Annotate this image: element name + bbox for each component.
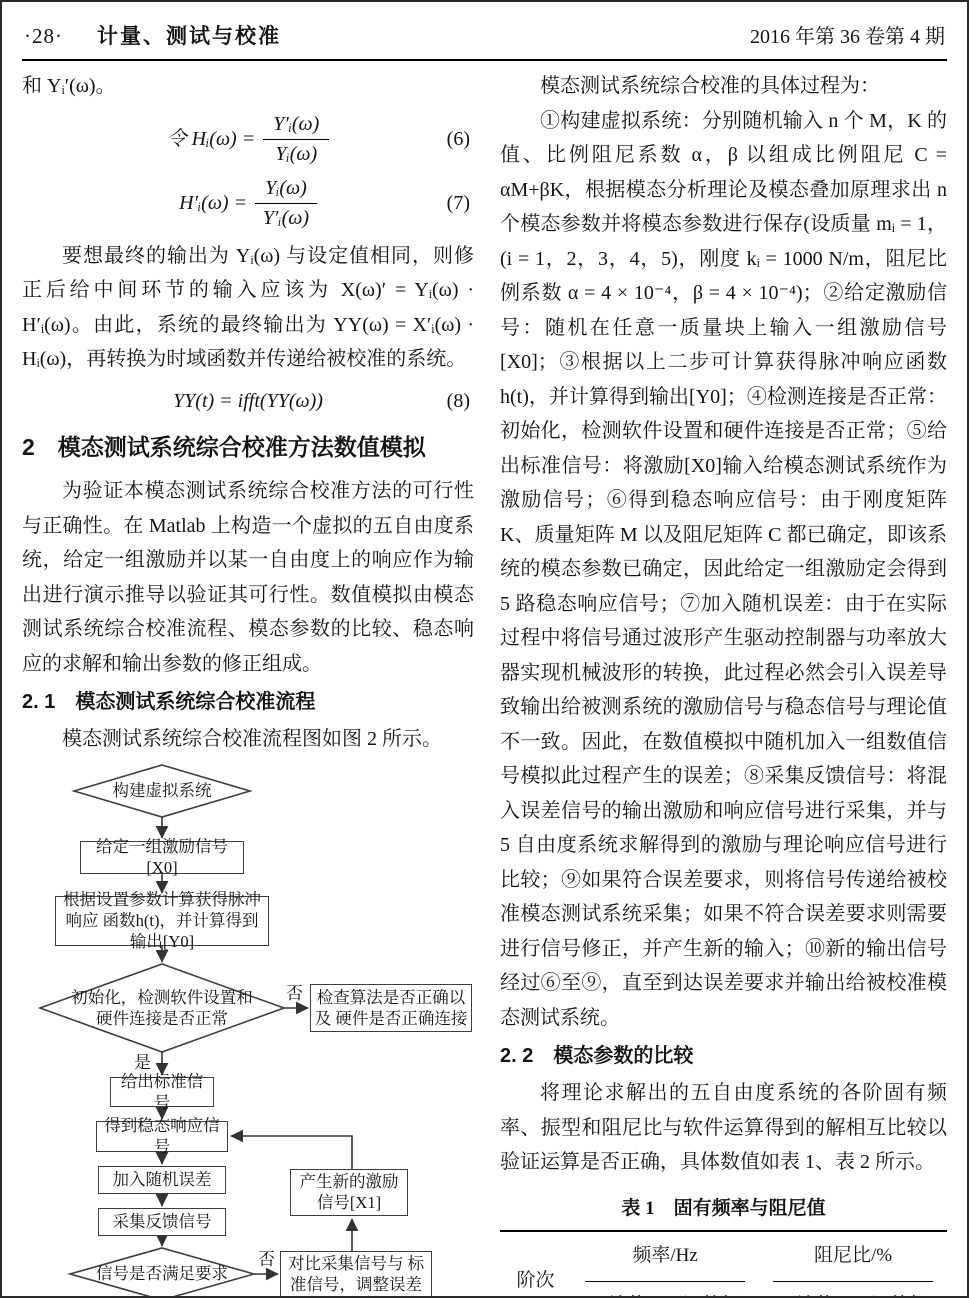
table-header-damping xyxy=(759,1231,947,1282)
equation-8 xyxy=(22,384,474,419)
equation-6-denominator: Yᵢ(ω) xyxy=(275,142,318,165)
table-header-frequency-label: 频率/Hz xyxy=(585,1239,745,1282)
journal-section-title: 计量、测试与校准 xyxy=(97,25,281,48)
table-header-frequency xyxy=(571,1231,759,1282)
equation-6-numerator: Y′ᵢ(ω) xyxy=(263,111,329,140)
procedure-steps: ①构建虚拟系统：分别随机输入 n 个 M，K 的值、比例阻尼系数 α，β 以组成比例阻尼 C = αM+βK，根据模态分析理论及模态叠加原理求出 n 个模态参数并将模态参数进行保存(设质量 mᵢ = 1，(i = 1，2，3，4，5)，刚度 kᵢ = 1000 N/m，阻尼比例系数 α = 4 × 10⁻⁴，β = 4 × 10⁻⁴)；②给定激励信号：随机在任意一质量块上输入一组激励信号[X0]；③根据以上二步可计算获得脉冲响应函数 h(t)，并计算得到输出[Y0]；④检测连接是否正常：初始化，检测软件设置和硬件连接是否正常；⑤给出标准信号：将激励[X0]输入给模态测试系统作为激励信号；⑥得到稳态响应信号：由于刚度矩阵 K、质量矩阵 M 以及阻尼矩阵 C 都已确定，即该系统的模态参数已确定，因此给定一组激励定会得到 5 路稳态响应信号；⑦加入随机误差：由于在实际过程中将信号通过波形产生驱动控制器与功率放大器实现机械波形的转换，此过程必然会引入误差导致输出给被测系统的激励信号与稳态信号与理论值不一致。因此，在数值模拟中随机加入一组数值信号模拟此过程产生的误差；⑧采集反馈信号：将混入误差信号的输出激励和响应信号进行采集，并与 5 自由度系统求解得到的激励与理论响应信号进行比较；⑨如果符合误差要求，则将信号传递给被校准模态测试系统采集；如果不符合误差要求则需要进行信号修正，并产生新的输入；⑩新的输出信号经过⑥至⑨，直至到达误差要求并输出给被校准模态测试系统。 xyxy=(500,109,947,1029)
flowchart-node-give-standard: 给出标准信号 xyxy=(110,1077,214,1107)
equation-8-body: YY(t) = ifft(YY(ω)) xyxy=(173,389,323,412)
section-2-1-paragraph: 模态测试系统综合校准流程图如图 2 所示。 xyxy=(62,728,442,750)
flowchart-node-give-excitation: 给定一组激励信号[X0] xyxy=(80,841,244,874)
table-header-stage: 阶次 xyxy=(500,1231,571,1298)
equation-7-denominator: Y′ᵢ(ω) xyxy=(262,206,310,229)
equation-7-number: (7) xyxy=(446,191,470,214)
flowchart-node-add-random-error: 加入随机误差 xyxy=(98,1166,226,1194)
section-2-2-heading: 2. 2 模态参数的比较 xyxy=(500,1045,694,1067)
left-column xyxy=(22,69,474,1298)
section-2-1-heading: 2. 1 模态测试系统综合校准流程 xyxy=(22,691,316,713)
table-1 xyxy=(500,1230,947,1298)
flowchart-node-check-algorithm: 检查算法是否正确以及 硬件是否正确连接 xyxy=(310,984,472,1032)
table-1-caption: 表 1 固有频率与阻尼值 xyxy=(621,1197,826,1219)
table-subheader xyxy=(665,1282,759,1298)
equation-7-numerator: Yᵢ(ω) xyxy=(255,175,317,204)
table-subheader xyxy=(571,1282,665,1298)
equation-6-number: (6) xyxy=(446,127,470,150)
flowchart-node-init-check: 初始化，检测软件设置和 硬件连接是否正常 xyxy=(71,987,253,1028)
flowchart-label-no-2: 否 xyxy=(258,1249,275,1269)
paragraph-correction: 要想最终的输出为 Yᵢ(ω) 与设定值相同，则修正后给中间环节的输入应该为 X(ω)′ = Yᵢ(ω) · H′ᵢ(ω)。由此，系统的最终输出为 YY(ω) = X′ᵢ(ω) · Hᵢ(ω)，再转换为时域函数并传递给被校准的系统。 xyxy=(22,244,474,370)
table-subheader xyxy=(759,1282,853,1298)
section-2-paragraph: 为验证本模态测试系统综合校准方法的可行性与正确性。在 Matlab 上构造一个虚拟的五自由度系统，给定一组激励并以某一自由度上的响应作为输出进行演示推导以验证其可行性。数值模拟由模态测试系统综合校准流程、模态参数的比较、稳态响应的求解和输出参数的修正组成。 xyxy=(22,480,474,675)
flowchart-label-yes-1: 是 xyxy=(134,1052,151,1072)
section-2-heading: 2 模态测试系统综合校准方法数值模拟 xyxy=(22,434,426,460)
page-header xyxy=(22,14,947,61)
figure-2-flowchart xyxy=(22,761,480,1298)
procedure-intro: 模态测试系统综合校准的具体过程为： xyxy=(540,75,880,97)
flowchart-node-signal-ok: 信号是否满足要求 xyxy=(96,1264,228,1283)
table-header-damping-label: 阻尼比/% xyxy=(773,1239,933,1282)
flowchart-node-new-excitation: 产生新的激励 信号[X1] xyxy=(290,1169,408,1216)
equation-6-lhs: 令 Hᵢ(ω) = xyxy=(166,127,256,150)
issue-info: 2016 年第 36 卷第 4 期 xyxy=(750,26,945,48)
equation-6-fraction xyxy=(263,111,329,168)
table-subheader xyxy=(853,1282,947,1298)
flowchart-node-compare-adjust: 对比采集信号与 标准信号，调整误差 xyxy=(280,1251,432,1298)
flowchart-node-steady-response: 得到稳态响应信号 xyxy=(96,1121,228,1152)
equation-8-number: (8) xyxy=(446,389,470,412)
flowchart-label-no-1: 否 xyxy=(286,983,303,1003)
equation-7 xyxy=(22,175,474,232)
page-number: ·28· xyxy=(24,24,63,48)
flowchart-node-build-virtual-system: 构建虚拟系统 xyxy=(112,781,212,800)
right-column xyxy=(500,69,947,1298)
flowchart-node-impulse-response: 根据设置参数计算获得脉冲响应 函数h(t)，并计算得到输出[Y0] xyxy=(55,896,269,946)
continuation-line: 和 Yᵢ′(ω)。 xyxy=(22,75,116,97)
flowchart-node-collect-feedback: 采集反馈信号 xyxy=(98,1208,226,1236)
equation-6 xyxy=(22,111,474,168)
two-column-body xyxy=(22,69,947,1298)
equation-7-fraction xyxy=(255,175,317,232)
equation-7-lhs: H′ᵢ(ω) = xyxy=(179,191,248,214)
section-2-2-paragraph: 将理论求解出的五自由度系统的各阶固有频率、振型和阻尼比与软件运算得到的解相互比较以验证运算是否正确，具体数值如表 1、表 2 所示。 xyxy=(500,1082,947,1173)
